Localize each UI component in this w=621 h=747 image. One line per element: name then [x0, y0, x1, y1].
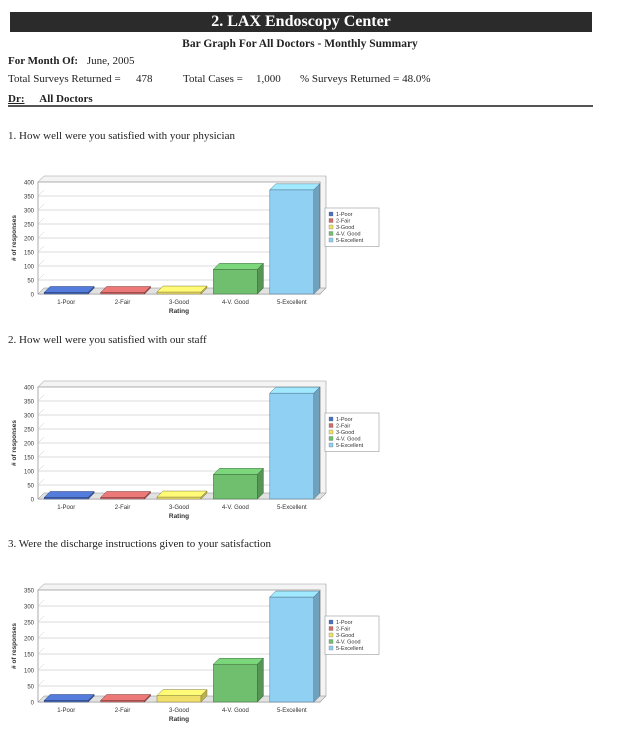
chart-2-bar-top-4 — [213, 468, 263, 474]
chart-3-y-tick-label: 300 — [23, 604, 34, 611]
chart-1-bar-top-1 — [44, 287, 94, 293]
chart-2-y-tick-label: 300 — [23, 413, 34, 420]
chart-3-bar-top-3 — [157, 690, 207, 696]
chart-2-bar-5 — [270, 393, 314, 499]
chart-1-legend-label: 5-Excellent — [336, 237, 364, 244]
chart-2-x-tick-label: 4-V. Good — [221, 505, 249, 511]
month-label: For Month Of: — [8, 55, 79, 67]
chart-1-x-axis-label: Rating — [168, 308, 190, 315]
report-subtitle: Bar Graph For All Doctors - Monthly Summary — [182, 38, 418, 50]
chart-3-legend-swatch — [329, 627, 333, 631]
total-cases-label: Total Cases = — [183, 73, 243, 85]
chart-2-legend-label: 5-Excellent — [336, 442, 364, 449]
chart-3-legend-label: 3-Good — [336, 632, 355, 639]
chart-2-bar-3 — [157, 497, 201, 499]
chart-1-y-tick-label: 400 — [23, 180, 34, 187]
chart-3-y-tick-label: 150 — [23, 652, 34, 659]
chart-2-y-tick-label: 400 — [23, 385, 34, 392]
chart-1-legend-swatch — [329, 212, 333, 216]
chart-1-x-tick-label: 3-Good — [168, 300, 190, 306]
chart-2-bar-4 — [213, 474, 257, 499]
chart-2-bar-top-5 — [270, 387, 320, 393]
chart-1-legend-swatch — [329, 232, 333, 236]
chart-1-x-tick-label: 2-Fair — [114, 300, 131, 306]
total-cases-value: 1,000 — [256, 73, 281, 85]
chart-3-bar-top-5 — [270, 591, 320, 597]
chart-1-x-tick-label: 5-Excellent — [276, 300, 307, 306]
doctor-row — [8, 93, 93, 105]
chart-2-legend-swatch — [329, 437, 333, 441]
chart-3-bar-5 — [270, 597, 314, 702]
chart-2-legend-label: 2-Fair — [336, 423, 351, 430]
chart-1-legend-label: 2-Fair — [336, 218, 351, 225]
doctor-value: All Doctors — [39, 93, 93, 105]
chart-2-y-axis-label: # of responses — [11, 420, 18, 466]
chart-2-y-tick-label: 150 — [23, 455, 34, 462]
chart-1-bar-top-5 — [270, 184, 320, 190]
bar-chart-staff — [8, 375, 388, 525]
report-title: 2. LAX Endoscopy Center — [10, 12, 592, 32]
chart-3-legend-label: 4-V. Good — [336, 639, 361, 646]
chart-2-x-tick-label: 3-Good — [168, 505, 190, 511]
chart-2-bar-top-3 — [157, 491, 207, 497]
question-1: 1. How well were you satisfied with your physician — [8, 130, 235, 142]
chart-3-y-tick-label: 100 — [23, 668, 34, 675]
chart-2-legend-swatch — [329, 430, 333, 434]
chart-1-bar-4 — [213, 269, 257, 294]
chart-3-bar-top-4 — [213, 658, 263, 664]
month-row — [8, 55, 135, 67]
chart-3-bar-top-2 — [101, 695, 151, 701]
chart-1-legend-label: 3-Good — [336, 224, 355, 231]
chart-1-bar-3 — [157, 292, 201, 294]
chart-1-bar-top-4 — [213, 263, 263, 269]
bar-chart-physician — [8, 170, 388, 320]
chart-2-x-tick-label: 2-Fair — [114, 505, 131, 511]
bar-chart-discharge — [8, 578, 388, 728]
chart-3-x-tick-label: 4-V. Good — [221, 708, 249, 714]
chart-3-bar-3 — [157, 696, 201, 702]
chart-1-x-tick-label: 1-Poor — [57, 300, 76, 306]
chart-2-y-tick-label: 350 — [23, 399, 34, 406]
chart-2-x-tick-label: 5-Excellent — [276, 505, 307, 511]
surveys-returned-label: Total Surveys Returned = — [8, 73, 121, 85]
chart-3-legend-swatch — [329, 633, 333, 637]
chart-1-y-axis-label: # of responses — [11, 215, 18, 261]
doctor-label: Dr: — [8, 93, 25, 105]
month-value: June, 2005 — [86, 55, 135, 67]
chart-3-y-axis-label: # of responses — [11, 623, 18, 669]
chart-1-legend-label: 4-V. Good — [336, 231, 361, 238]
chart-3-y-tick-label: 350 — [23, 588, 34, 595]
chart-3-legend-label: 2-Fair — [336, 626, 351, 633]
chart-2-y-tick-label: 100 — [23, 469, 34, 476]
chart-1-legend-swatch — [329, 225, 333, 229]
chart-2-bar-top-1 — [44, 492, 94, 498]
chart-3-x-tick-label: 5-Excellent — [276, 708, 307, 714]
chart-2-legend-label: 3-Good — [336, 429, 355, 436]
chart-2-legend-swatch — [329, 424, 333, 428]
chart-3-bar-top-1 — [44, 695, 94, 701]
chart-3-x-tick-label: 2-Fair — [114, 708, 131, 714]
chart-1-y-tick-label: 250 — [23, 222, 34, 229]
chart-1-bar-top-3 — [157, 286, 207, 292]
header-divider — [8, 105, 593, 107]
chart-2-bar-top-2 — [101, 492, 151, 498]
chart-2-bar-side-5 — [314, 387, 320, 499]
chart-1-bar-side-5 — [314, 184, 320, 294]
chart-3-bar-side-5 — [314, 591, 320, 702]
chart-3-legend-label: 1-Poor — [336, 619, 353, 626]
chart-2-legend-swatch — [329, 443, 333, 447]
chart-3-bar-side-4 — [257, 658, 263, 702]
chart-3-y-tick-label: 0 — [30, 700, 34, 707]
chart-3-legend-label: 5-Excellent — [336, 645, 364, 652]
chart-1-y-tick-label: 0 — [30, 292, 34, 299]
chart-3-y-tick-label: 200 — [23, 636, 34, 643]
chart-2-legend-label: 1-Poor — [336, 416, 353, 423]
chart-1-y-tick-label: 200 — [23, 236, 34, 243]
chart-2-y-tick-label: 50 — [27, 483, 34, 490]
chart-1-y-tick-label: 150 — [23, 250, 34, 257]
chart-3-x-tick-label: 1-Poor — [57, 708, 76, 714]
question-2: 2. How well were you satisfied with our staff — [8, 334, 207, 346]
chart-1-y-tick-label: 300 — [23, 208, 34, 215]
chart-1-y-tick-label: 50 — [27, 278, 34, 285]
chart-3-legend-swatch — [329, 646, 333, 650]
chart-2-y-tick-label: 0 — [30, 497, 34, 504]
chart-1-bar-top-2 — [101, 287, 151, 293]
chart-2-x-tick-label: 1-Poor — [57, 505, 76, 511]
chart-1-y-tick-label: 350 — [23, 194, 34, 201]
chart-2-legend-swatch — [329, 417, 333, 421]
chart-2-y-tick-label: 200 — [23, 441, 34, 448]
chart-1-legend-swatch — [329, 238, 333, 242]
chart-1-legend-swatch — [329, 219, 333, 223]
chart-1-y-tick-label: 100 — [23, 264, 34, 271]
chart-3-x-axis-label: Rating — [168, 716, 190, 723]
chart-3-legend-swatch — [329, 620, 333, 624]
chart-3-y-tick-label: 250 — [23, 620, 34, 627]
percent-returned: % Surveys Returned = 48.0% — [300, 73, 431, 85]
chart-1-x-tick-label: 4-V. Good — [221, 300, 249, 306]
chart-3-bar-4 — [213, 664, 257, 702]
chart-1-legend-label: 1-Poor — [336, 211, 353, 218]
chart-3-y-tick-label: 50 — [27, 684, 34, 691]
chart-2-legend-label: 4-V. Good — [336, 436, 361, 443]
chart-2-y-tick-label: 250 — [23, 427, 34, 434]
question-3: 3. Were the discharge instructions given to your satisfaction — [8, 538, 271, 550]
chart-1-bar-5 — [270, 190, 314, 294]
chart-3-x-tick-label: 3-Good — [168, 708, 190, 714]
surveys-returned-value: 478 — [136, 73, 153, 85]
chart-3-legend-swatch — [329, 640, 333, 644]
chart-2-x-axis-label: Rating — [168, 513, 190, 520]
